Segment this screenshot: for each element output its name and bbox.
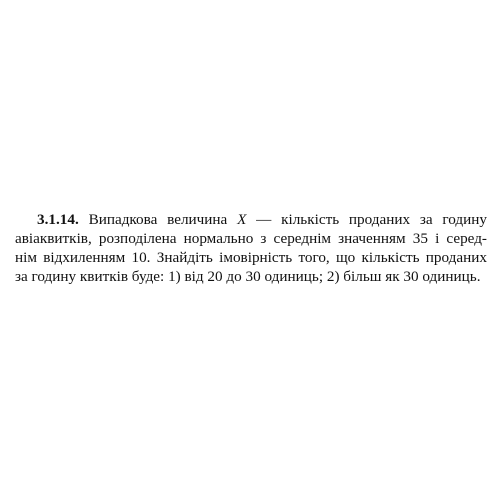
problem-text-part: — кількість проданих за годину [246,211,488,228]
random-variable-symbol: X [237,211,247,228]
problem-line-1 [15,210,487,229]
problem-line-2: авіаквитків, розподілена нормально з середнім значенням 35 і серед- [15,230,487,247]
problem-line-4: за годину квитків буде: 1) від 20 до 30 одиниць; 2) більш як 30 одиниць. [15,268,481,285]
problem-statement [15,210,487,286]
problem-line-3: нім відхиленням 10. Знайдіть імовірність того, що кількість проданих [15,249,487,266]
problem-number: 3.1.14. [37,211,79,228]
problem-text-part: Випадкова величина [88,211,238,228]
